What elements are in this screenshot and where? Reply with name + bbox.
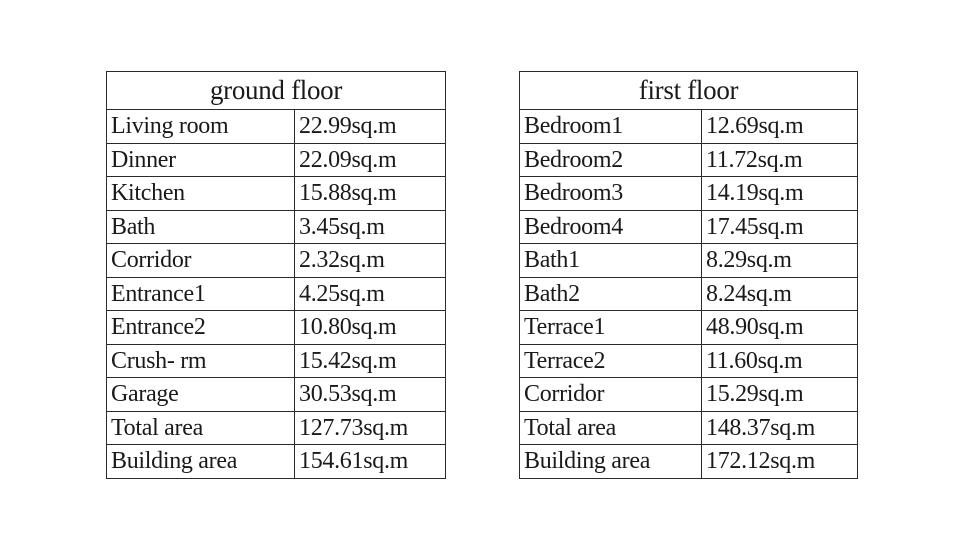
room-area-cell: 148.37sq.m xyxy=(702,411,858,445)
room-area-cell: 127.73sq.m xyxy=(295,411,446,445)
table-header-row xyxy=(107,72,446,110)
room-area-cell: 22.09sq.m xyxy=(295,143,446,177)
first-floor-table xyxy=(519,71,858,479)
room-area-cell: 22.99sq.m xyxy=(295,110,446,144)
table-row xyxy=(520,210,858,244)
room-name-cell: Terrace1 xyxy=(520,311,702,345)
room-name-cell: Total area xyxy=(520,411,702,445)
room-name-cell: Building area xyxy=(107,445,295,479)
table-row xyxy=(520,110,858,144)
table-row xyxy=(107,344,446,378)
table-row xyxy=(520,143,858,177)
room-area-cell: 15.42sq.m xyxy=(295,344,446,378)
ground-floor-table xyxy=(106,71,446,479)
table-row xyxy=(107,177,446,211)
table-row xyxy=(520,378,858,412)
room-area-cell: 15.88sq.m xyxy=(295,177,446,211)
table-row xyxy=(107,277,446,311)
room-name-cell: Building area xyxy=(520,445,702,479)
room-name-cell: Kitchen xyxy=(107,177,295,211)
first-floor-title: first floor xyxy=(520,72,858,110)
room-name-cell: Total area xyxy=(107,411,295,445)
room-area-cell: 14.19sq.m xyxy=(702,177,858,211)
room-name-cell: Crush- rm xyxy=(107,344,295,378)
table-row xyxy=(107,311,446,345)
room-name-cell: Entrance2 xyxy=(107,311,295,345)
room-name-cell: Garage xyxy=(107,378,295,412)
table-row xyxy=(107,110,446,144)
room-name-cell: Terrace2 xyxy=(520,344,702,378)
table-row xyxy=(520,311,858,345)
ground-floor-title: ground floor xyxy=(107,72,446,110)
room-area-cell: 154.61sq.m xyxy=(295,445,446,479)
total-area-row xyxy=(520,411,858,445)
room-area-cell: 11.72sq.m xyxy=(702,143,858,177)
room-area-cell: 4.25sq.m xyxy=(295,277,446,311)
room-area-cell: 17.45sq.m xyxy=(702,210,858,244)
room-name-cell: Bath2 xyxy=(520,277,702,311)
room-name-cell: Bedroom2 xyxy=(520,143,702,177)
room-area-cell: 12.69sq.m xyxy=(702,110,858,144)
table-row xyxy=(520,177,858,211)
room-area-cell: 2.32sq.m xyxy=(295,244,446,278)
room-area-cell: 3.45sq.m xyxy=(295,210,446,244)
room-area-cell: 11.60sq.m xyxy=(702,344,858,378)
room-area-cell: 10.80sq.m xyxy=(295,311,446,345)
total-area-row xyxy=(107,411,446,445)
room-area-cell: 48.90sq.m xyxy=(702,311,858,345)
table-row xyxy=(520,244,858,278)
room-name-cell: Bedroom1 xyxy=(520,110,702,144)
table-row xyxy=(107,378,446,412)
table-row xyxy=(520,344,858,378)
room-name-cell: Bath xyxy=(107,210,295,244)
room-name-cell: Dinner xyxy=(107,143,295,177)
room-area-cell: 8.29sq.m xyxy=(702,244,858,278)
room-name-cell: Entrance1 xyxy=(107,277,295,311)
room-name-cell: Corridor xyxy=(107,244,295,278)
building-area-row xyxy=(520,445,858,479)
room-area-cell: 30.53sq.m xyxy=(295,378,446,412)
room-name-cell: Bath1 xyxy=(520,244,702,278)
table-row xyxy=(107,210,446,244)
room-name-cell: Living room xyxy=(107,110,295,144)
table-row xyxy=(107,244,446,278)
room-area-cell: 172.12sq.m xyxy=(702,445,858,479)
room-name-cell: Bedroom3 xyxy=(520,177,702,211)
table-row xyxy=(520,277,858,311)
room-name-cell: Bedroom4 xyxy=(520,210,702,244)
room-area-cell: 8.24sq.m xyxy=(702,277,858,311)
table-header-row xyxy=(520,72,858,110)
table-row xyxy=(107,143,446,177)
room-name-cell: Corridor xyxy=(520,378,702,412)
room-area-cell: 15.29sq.m xyxy=(702,378,858,412)
building-area-row xyxy=(107,445,446,479)
